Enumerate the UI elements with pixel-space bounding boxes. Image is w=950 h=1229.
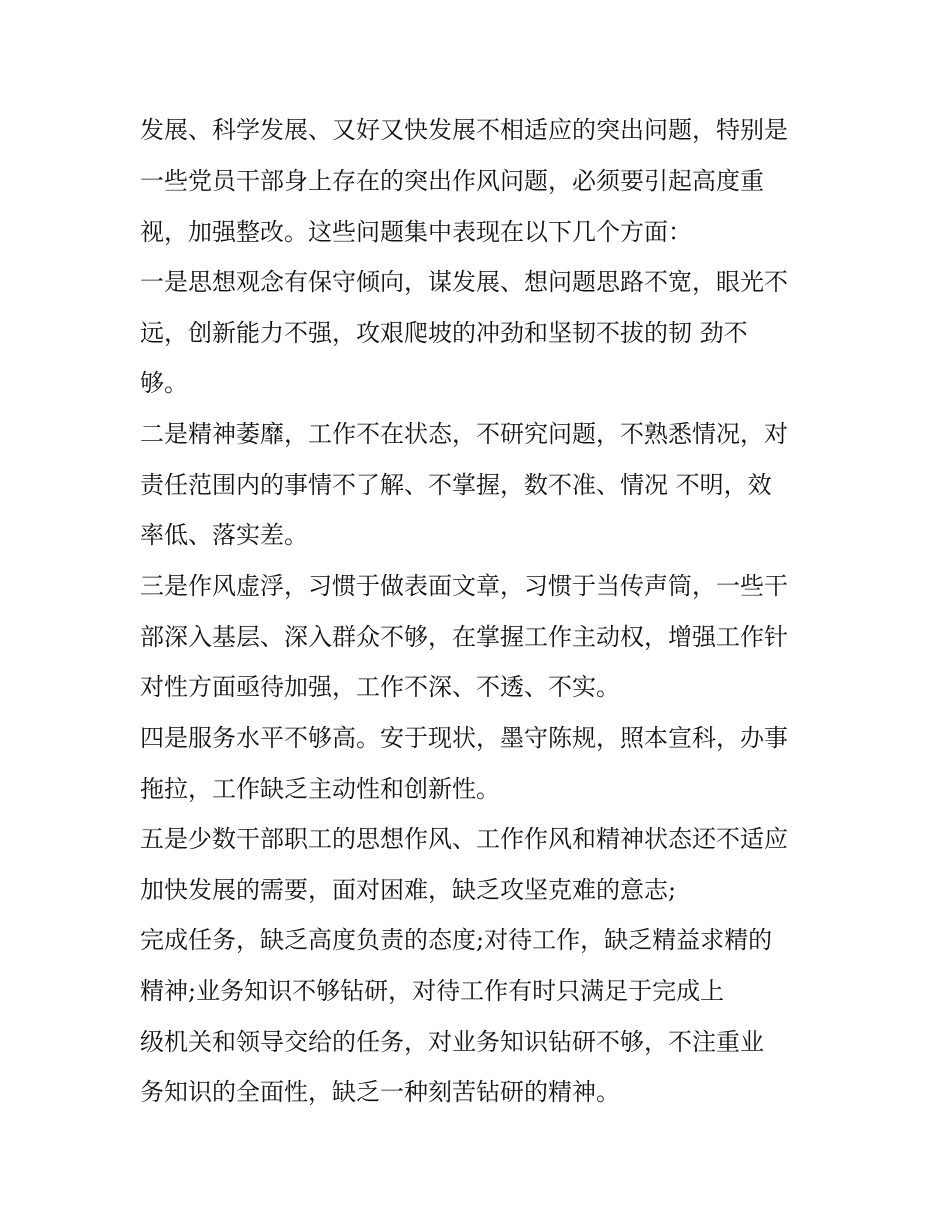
text-line: 加快发展的需要，面对困难，缺乏攻坚克难的意志; [140,876,677,904]
text-line: 够。 [140,369,188,397]
text-line: 发展、科学发展、又好又快发展不相适应的突出问题，特别是 [140,116,788,144]
text-line: 视，加强整改。这些问题集中表现在以下几个方面： [140,218,692,246]
text-line: 务知识的全面性，缺乏一种刻苦钻研的精神。 [140,1078,620,1106]
text-line: 一些党员干部身上存在的突出作风问题，必须要引起高度重 [140,167,764,195]
text-line: 部深入基层、深入群众不够，在掌握工作主动权，增强工作针 [140,623,788,651]
text-line: 三是作风虚浮，习惯于做表面文章，习惯于当传声筒，一些干 [140,572,788,600]
text-line: 拖拉，工作缺乏主动性和创新性。 [140,775,500,803]
text-line: 率低、落实差。 [140,521,308,549]
text-line: 远，创新能力不强，攻艰爬坡的冲劲和坚韧不拔的韧 劲不 [140,319,748,347]
text-line: 级机关和领导交给的任务，对业务知识钻研不够，不注重业 [140,1028,764,1056]
text-line: 精神;业务知识不够钻研，对待工作有时只满足于完成上 [140,977,725,1005]
text-line: 完成任务，缺乏高度负责的态度;对待工作，缺乏精益求精的 [140,926,773,954]
text-line: 五是少数干部职工的思想作风、工作作风和精神状态还不适应 [140,825,788,853]
text-line: 对性方面亟待加强，工作不深、不透、不实。 [140,673,620,701]
text-line: 四是服务水平不够高。安于现状，墨守陈规，照本宣科，办事 [140,724,788,752]
text-line: 一是思想观念有保守倾向，谋发展、想问题思路不宽，眼光不 [140,268,788,296]
text-line: 责任范围内的事情不了解、不掌握，数不准、情况 不明，效 [140,471,772,499]
text-line: 二是精神萎靡，工作不在状态，不研究问题，不熟悉情况，对 [140,420,788,448]
